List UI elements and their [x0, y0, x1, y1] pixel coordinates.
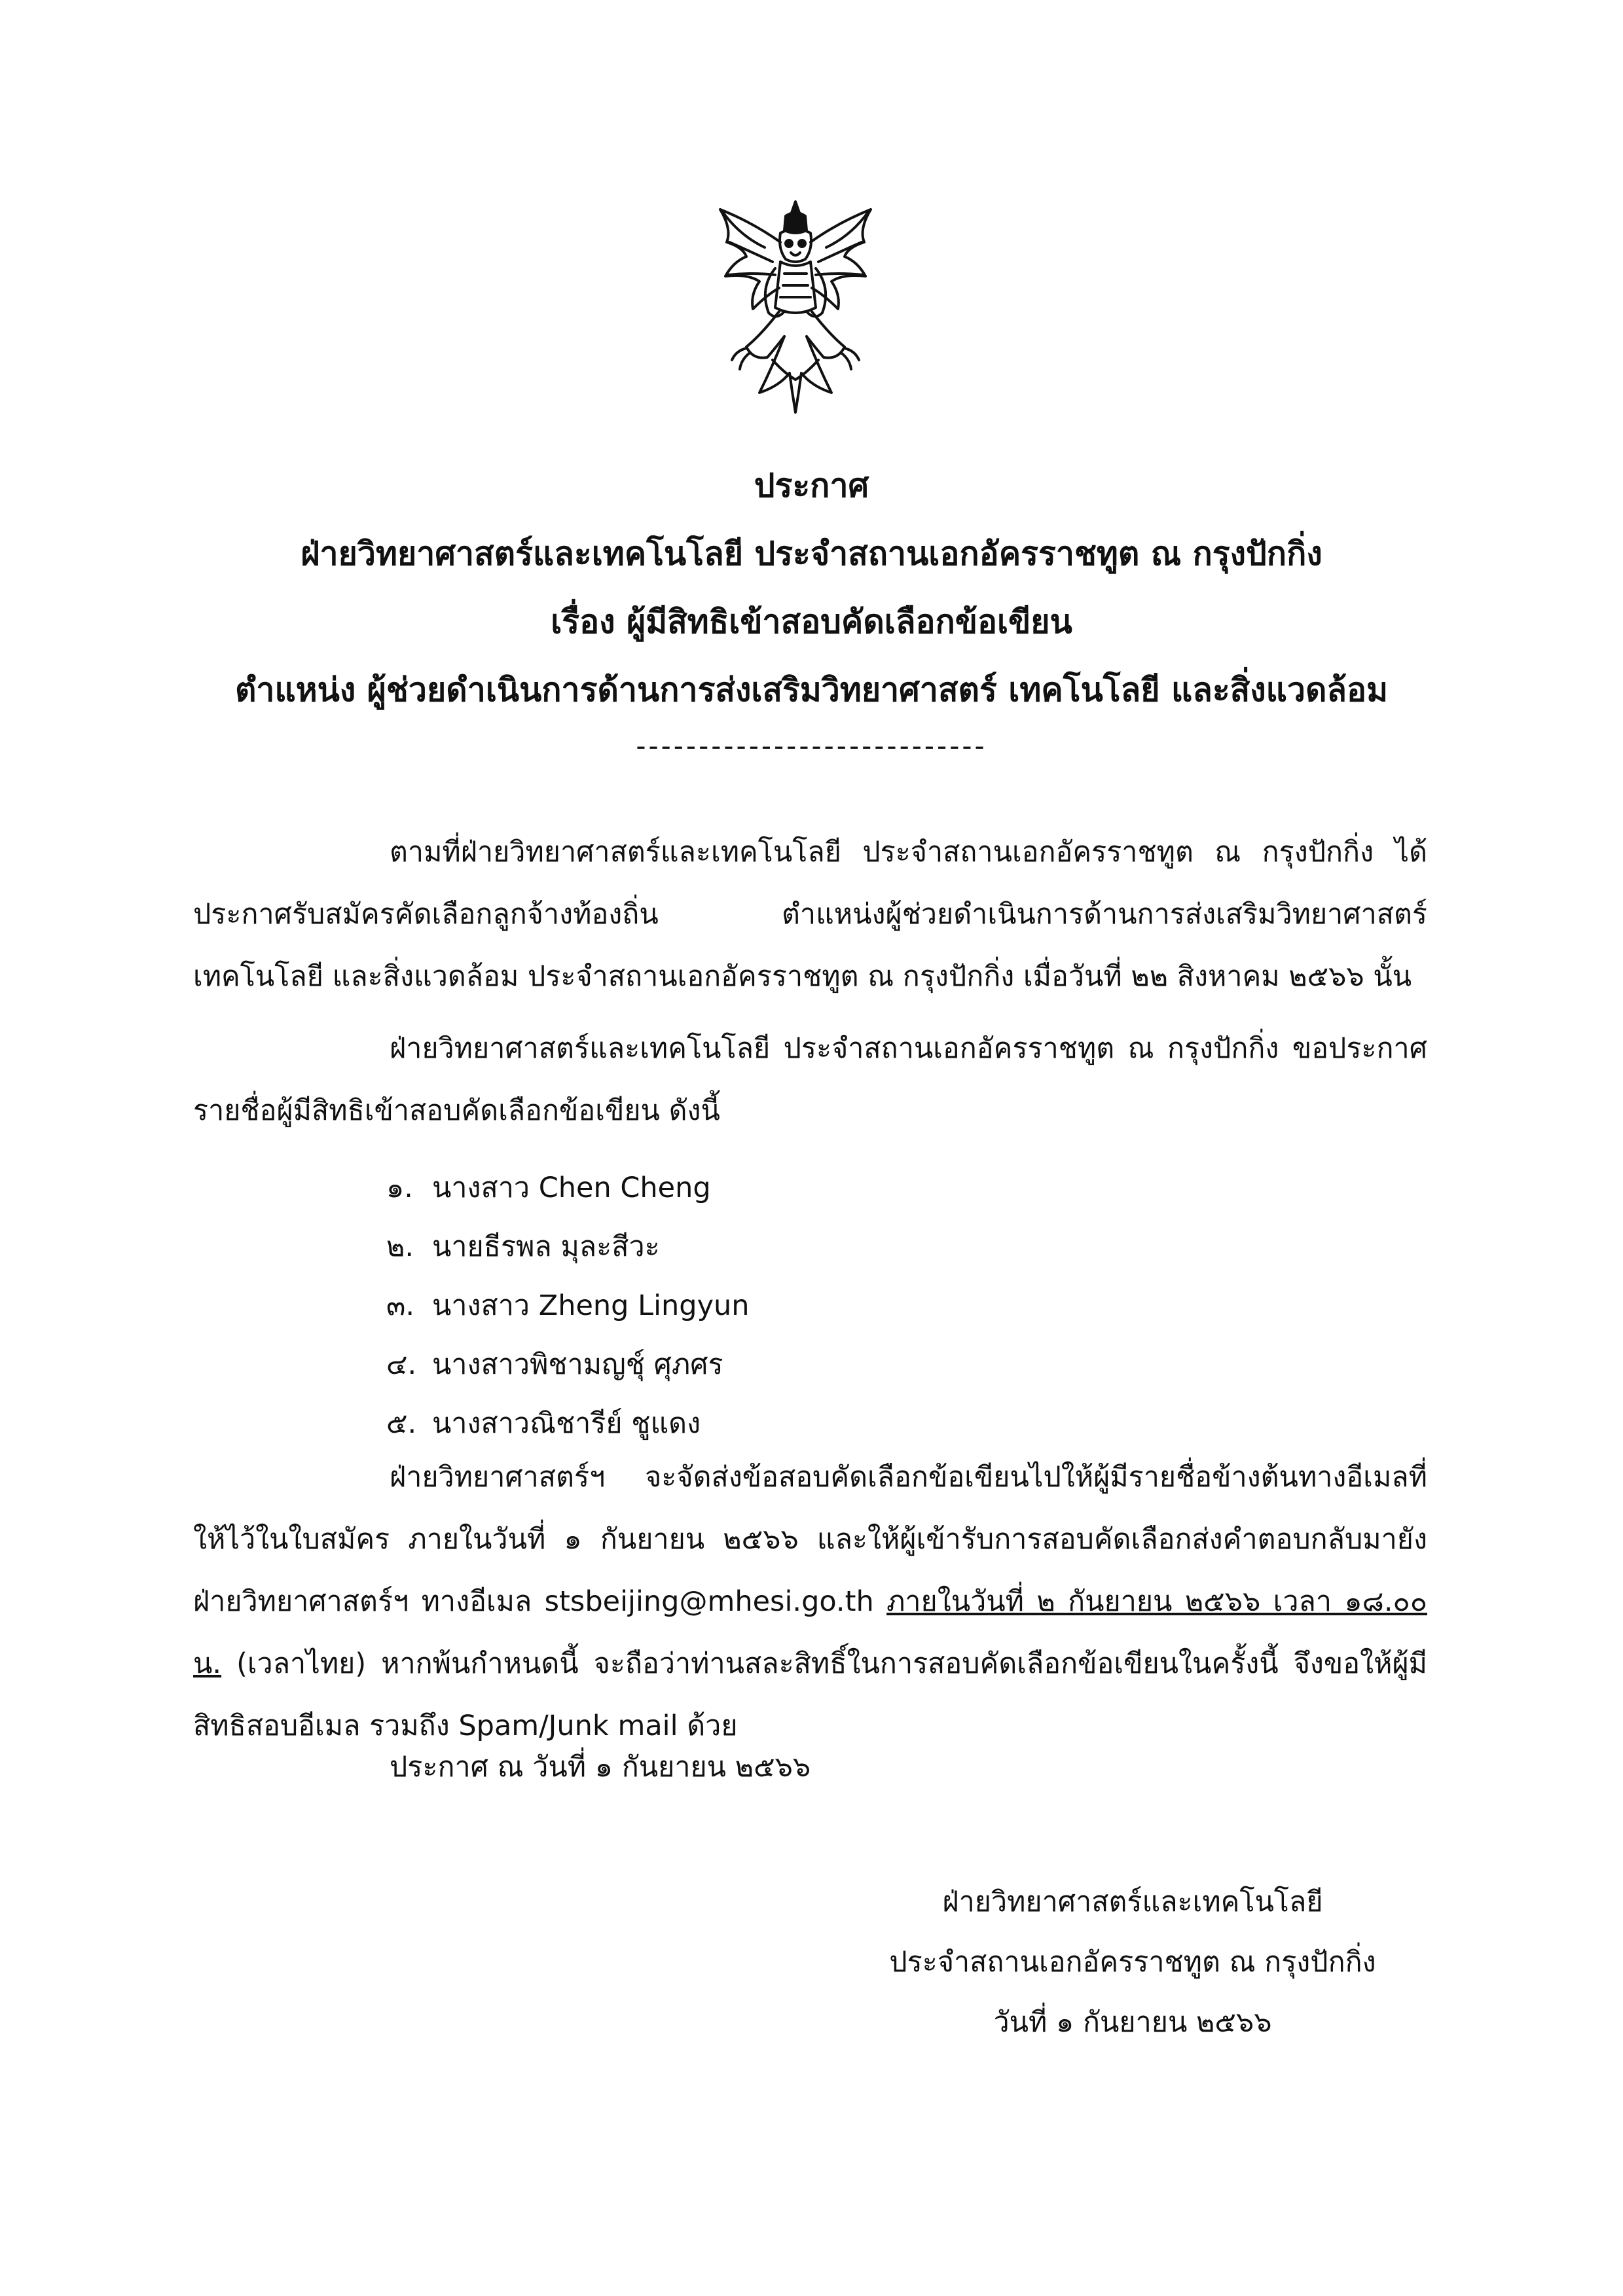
- list-item-number: ๔.: [386, 1348, 417, 1381]
- paragraph-2-block: [193, 1018, 1427, 1142]
- paragraph-1: ตามที่ฝ่ายวิทยาศาสตร์และเทคโนโลยี ประจำสถานเอกอัครราชทูต ณ กรุงปักกิ่ง ได้ประกาศรับสมัครคัดเลือกลูกจ้างท้องถิ่น ตำแหน่งผู้ช่วยดำเนินการด้านการส่งเสริมวิทยาศาสตร์ เทคโนโลยี และสิ่งแวดล้อม ประจำสถานเอกอัครราชทูต ณ กรุงปักกิ่ง เมื่อวันที่ ๒๒ สิงหาคม ๒๕๖๖ นั้น: [193, 836, 1427, 993]
- list-item: [386, 1335, 750, 1394]
- list-item-number: ๓.: [386, 1289, 415, 1322]
- header-title: ประกาศ: [754, 467, 869, 505]
- list-item-name: นางสาว Zheng Lingyun: [432, 1289, 750, 1322]
- header-department: ฝ่ายวิทยาศาสตร์และเทคโนโลยี ประจำสถานเอกอัครราชทูต ณ กรุงปักกิ่ง: [301, 535, 1322, 573]
- list-item: [386, 1217, 750, 1276]
- paragraph-1-block: [193, 821, 1427, 1008]
- list-item: [386, 1158, 750, 1217]
- paragraph-2: ฝ่ายวิทยาศาสตร์และเทคโนโลยี ประจำสถานเอกอัครราชทูต ณ กรุงปักกิ่ง ขอประกาศรายชื่อผู้มีสิทธิเข้าสอบคัดเลือกข้อเขียน ดังนี้: [193, 1032, 1427, 1127]
- paragraph-3-text-end: (เวลาไทย) หากพ้นกำหนดนี้ จะถือว่าท่านสละสิทธิ์ในการสอบคัดเลือกข้อเขียนในครั้งนี้ จึงขอให้ผู้มีสิทธิสอบอีเมล รวมถึง Spam/Junk mail ด้วย: [193, 1647, 1427, 1742]
- list-item-number: ๒.: [386, 1230, 414, 1263]
- announcement-header: [131, 452, 1492, 724]
- list-item: [386, 1276, 750, 1335]
- list-item-name: นางสาวณิชารีย์ ชูแดง: [432, 1407, 701, 1440]
- header-subject: เรื่อง ผู้มีสิทธิเข้าสอบคัดเลือกข้อเขียน: [551, 603, 1072, 641]
- candidate-list: [386, 1158, 750, 1453]
- garuda-emblem-icon: [707, 196, 884, 419]
- signature-block: [838, 1872, 1427, 2053]
- signature-embassy: ประจำสถานเอกอัครราชทูต ณ กรุงปักกิ่ง: [889, 1946, 1376, 1979]
- header-separator: ----------------------------: [636, 730, 987, 762]
- paragraph-3: [193, 1446, 1427, 1757]
- list-item: [386, 1394, 750, 1453]
- deadline-underlined: ภายในวันที่ ๒ กันยายน ๒๕๖๖ เวลา ๑๘.๐๐ น.: [193, 1585, 1427, 1680]
- list-item-name: นางสาว Chen Cheng: [432, 1172, 711, 1204]
- signature-department: ฝ่ายวิทยาศาสตร์และเทคโนโลยี: [942, 1886, 1323, 1918]
- list-item-number: ๕.: [386, 1407, 417, 1440]
- list-item-name: นายธีรพล มุละสีวะ: [432, 1230, 660, 1263]
- paragraph-3-block: [193, 1446, 1427, 1757]
- header-position: ตำแหน่ง ผู้ช่วยดำเนินการด้านการส่งเสริมวิทยาศาสตร์ เทคโนโลยี และสิ่งแวดล้อม: [234, 671, 1389, 709]
- paragraph-3-text: ฝ่ายวิทยาศาสตร์ฯ จะจัดส่งข้อสอบคัดเลือกข้อเขียนไปให้ผู้มีรายชื่อข้างต้นทางอีเมลที่ให้ไว้ในใบสมัคร ภายในวันที่ ๑ กันยายน ๒๕๖๖ และให้ผู้เข้ารับการสอบคัดเลือกส่งคำตอบกลับมายังฝ่ายวิทยาศาสตร์ฯ ทางอีเมล stsbeijing@mhesi.go.th: [193, 1461, 1427, 1618]
- signature-date: วันที่ ๑ กันยายน ๒๕๖๖: [993, 2006, 1272, 2039]
- list-item-number: ๑.: [386, 1172, 413, 1204]
- announcement-date: ประกาศ ณ วันที่ ๑ กันยายน ๒๕๖๖: [390, 1751, 811, 1784]
- list-item-name: นางสาวพิชามญชุ์ ศุภศร: [432, 1348, 723, 1381]
